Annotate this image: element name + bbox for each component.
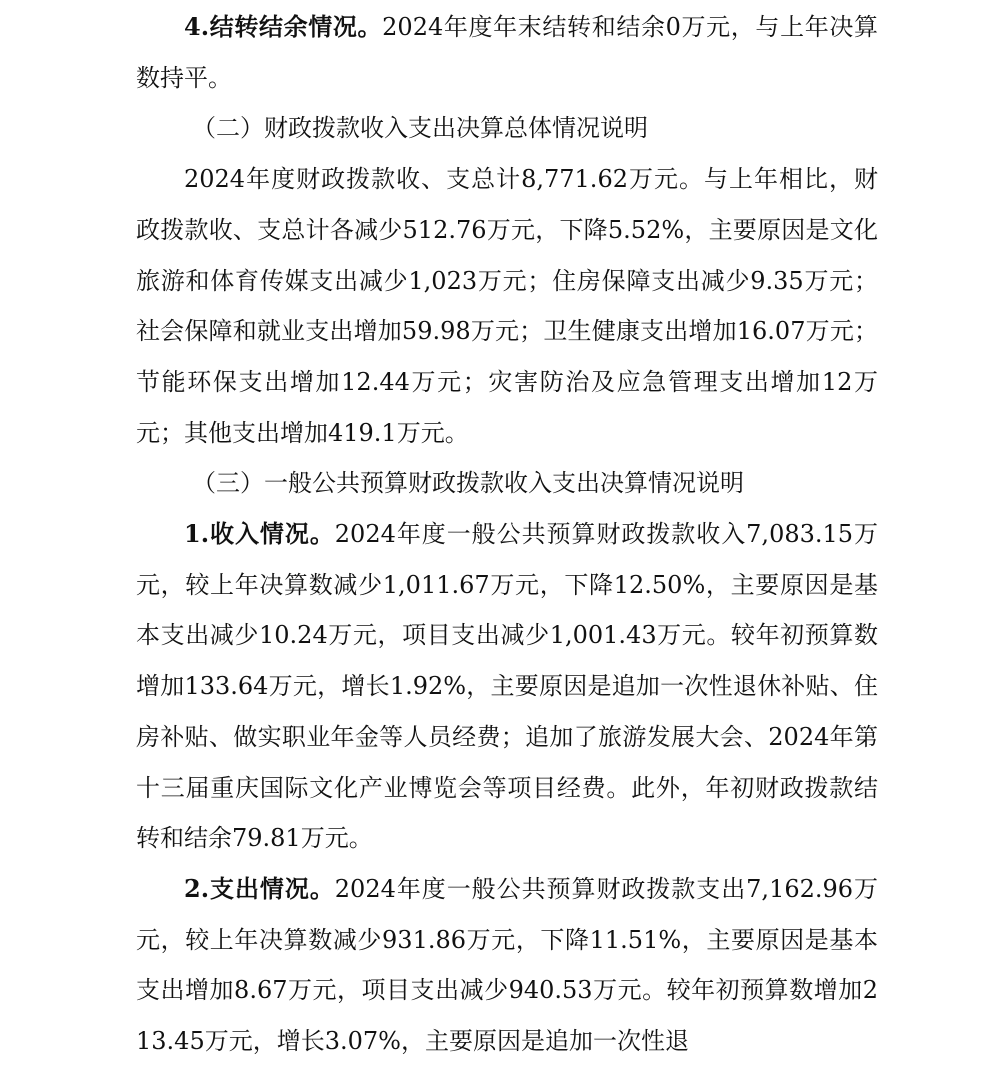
paragraph-fiscal-total — [136, 154, 878, 458]
paragraph-text: 2024年度一般公共预算财政拨款支出7,162.96万元，较上年决算数减少931.86万元，下降11.51%，主要原因是基本支出增加8.67万元，项目支出减少940.53万元。较年初预算数增加213.45万元，增长3.07%，主要原因是追加一次性退 — [136, 874, 878, 1056]
paragraph-text: 2024年度年末结转和结余0万元，与上年决算数持平。 — [136, 13, 878, 92]
paragraph-lead: 4.结转结余情况。 — [184, 12, 383, 41]
paragraph-lead: 1.收入情况。 — [184, 519, 335, 549]
paragraph-expenditure — [136, 864, 878, 1067]
paragraph-text: 2024年度一般公共预算财政拨款收入7,083.15万元，较上年决算数减少1,011.67万元，下降12.50%，主要原因是基本支出减少10.24万元，项目支出减少1,001.43万元。较年初预算数增加133.64万元，增长1.92%，主要原因是追加一次性退休补贴、住房补贴、做实职业年金等人员经费；追加了旅游发展大会、2024年第十三届重庆国际文化产业博览会等项目经费。此外，年初财政拨款结转和结余79.81万元。 — [136, 520, 878, 853]
paragraph-carryover-balance — [136, 2, 878, 103]
document-page — [136, 2, 878, 1067]
section-heading-2: （二）财政拨款收入支出决算总体情况说明 — [192, 114, 648, 143]
paragraph-income — [136, 509, 878, 864]
paragraph-text: 2024年度财政拨款收、支总计8,771.62万元。与上年相比，财政拨款收、支总计各减少512.76万元，下降5.52%，主要原因是文化旅游和体育传媒支出减少1,023万元；住房保障支出减少9.35万元；社会保障和就业支出增加59.98万元；卫生健康支出增加16.07万元；节能环保支出增加12.44万元；灾害防治及应急管理支出增加12万元；其他支出增加419.1万元。 — [136, 165, 878, 447]
section-heading-3: （三）一般公共预算财政拨款收入支出决算情况说明 — [192, 469, 744, 498]
paragraph-lead: 2.支出情况。 — [184, 873, 335, 903]
